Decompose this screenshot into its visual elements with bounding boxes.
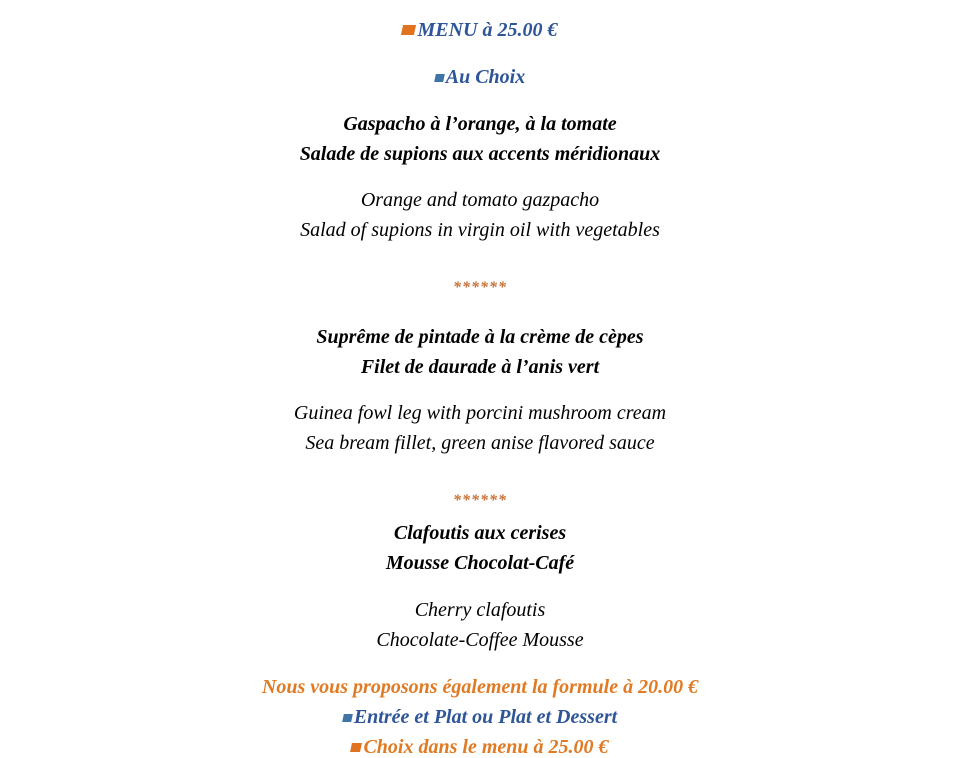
orange-square-bullet-icon (401, 25, 416, 35)
course-separator: ****** (453, 279, 507, 296)
dessert-fr-1: Clafoutis aux cerises (393, 522, 567, 544)
dessert-en-1: Cherry clafoutis (414, 599, 546, 621)
starter-fr-2: Salade de supions aux accents méridionaux (299, 143, 661, 165)
dessert-fr-2: Mousse Chocolat-Café (385, 552, 575, 574)
formula-option-2: Choix dans le menu à 25.00 € (0, 737, 960, 757)
starter-en-1: Orange and tomato gazpacho (360, 189, 600, 211)
menu-title: MENU à 25.00 € (0, 20, 960, 40)
course-separator: ****** (453, 492, 507, 509)
main-fr-1: Suprême de pintade à la crème de cèpes (316, 326, 644, 348)
main-en-2: Sea bream fillet, green anise flavored sauce (305, 432, 655, 454)
choice-heading: Au Choix (0, 67, 960, 87)
starter-fr-1: Gaspacho à l’orange, à la tomate (343, 113, 617, 135)
orange-square-bullet-icon (351, 743, 363, 752)
formula-option-1: Entrée et Plat ou Plat et Dessert (0, 707, 960, 727)
main-en-1: Guinea fowl leg with porcini mushroom cream (293, 402, 667, 424)
blue-square-bullet-icon (342, 714, 353, 722)
main-fr-2: Filet de daurade à l’anis vert (360, 356, 600, 378)
blue-square-bullet-icon (434, 74, 445, 82)
starter-en-2: Salad of supions in virgin oil with vegetables (300, 219, 660, 241)
formula-offer: Nous vous proposons également la formule à 20.00 € (261, 676, 699, 698)
dessert-en-2: Chocolate-Coffee Mousse (376, 629, 584, 651)
